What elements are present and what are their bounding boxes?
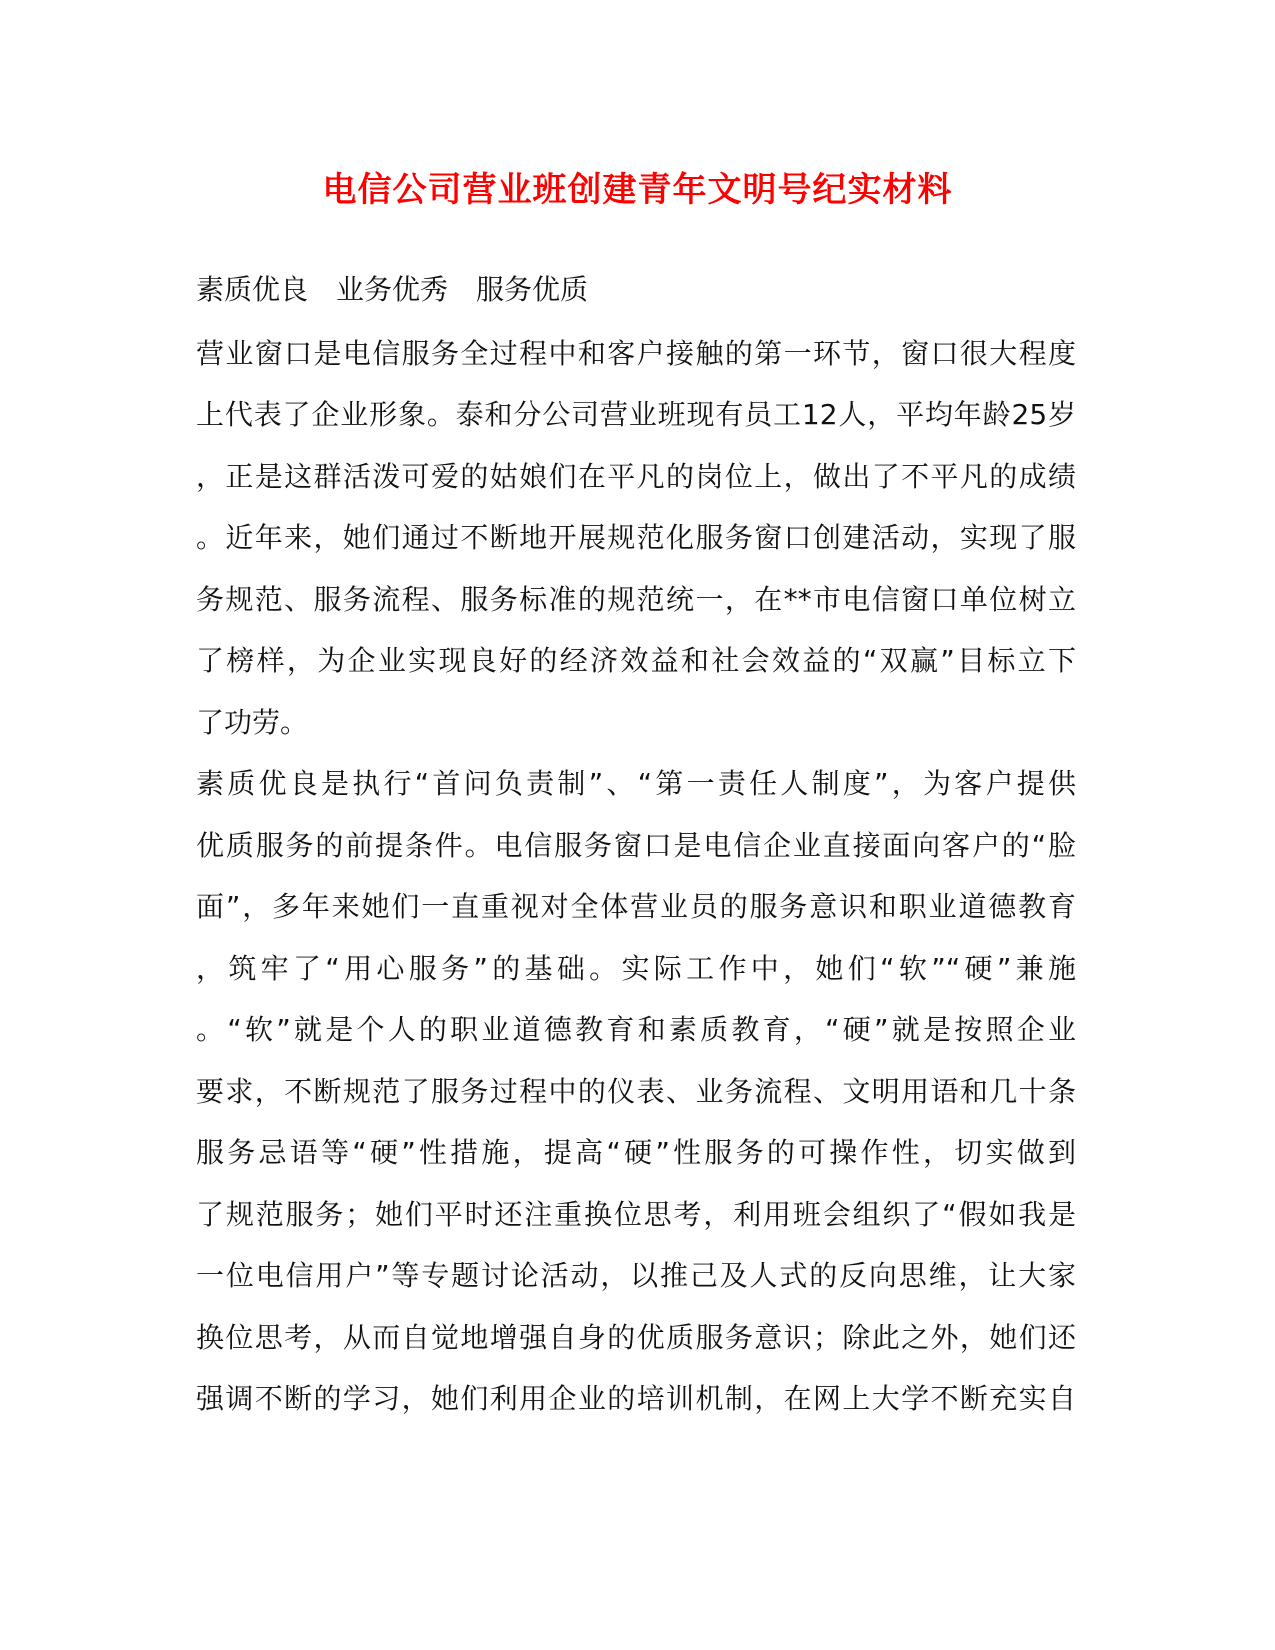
section-subheading: 素质优良 业务优秀 服务优质 (196, 273, 589, 306)
body-line: 上代表了企业形象。泰和分公司营业班现有员工12人，平均年龄25岁 (196, 398, 1076, 431)
body-line: 。近年来，她们通过不断地开展规范化服务窗口创建活动，实现了服 (196, 521, 1076, 554)
body-line: 素质优良是执行“首问负责制”、“第一责任人制度”，为客户提供 (196, 767, 1076, 800)
body-line: 面”，多年来她们一直重视对全体营业员的服务意识和职业道德教育 (196, 890, 1076, 923)
body-line: ，筑牢了“用心服务”的基础。实际工作中，她们“软”“硬”兼施 (196, 952, 1076, 985)
body-line: 强调不断的学习，她们利用企业的培训机制，在网上大学不断充实自 (196, 1382, 1076, 1415)
body-line: 。“软”就是个人的职业道德教育和素质教育，“硬”就是按照企业 (196, 1013, 1076, 1046)
body-line: 一位电信用户”等专题讨论活动，以推己及人式的反向思维，让大家 (196, 1259, 1076, 1292)
body-line: 营业窗口是电信服务全过程中和客户接触的第一环节，窗口很大程度 (196, 337, 1076, 370)
body-line: 要求，不断规范了服务过程中的仪表、业务流程、文明用语和几十条 (196, 1075, 1076, 1108)
body-line: 了规范服务；她们平时还注重换位思考，利用班会组织了“假如我是 (196, 1198, 1076, 1231)
body-line: 务规范、服务流程、服务标准的规范统一，在**市电信窗口单位树立 (196, 583, 1076, 616)
body-line: 换位思考，从而自觉地增强自身的优质服务意识；除此之外，她们还 (196, 1321, 1076, 1354)
body-line: 了功劳。 (196, 706, 309, 739)
body-line: 服务忌语等“硬”性措施，提高“硬”性服务的可操作性，切实做到 (196, 1136, 1076, 1169)
body-line: ，正是这群活泼可爱的姑娘们在平凡的岗位上，做出了不平凡的成绩 (196, 460, 1076, 493)
body-line: 优质服务的前提条件。电信服务窗口是电信企业直接面向客户的“脸 (196, 829, 1076, 862)
document-title: 电信公司营业班创建青年文明号纪实材料 (322, 170, 953, 210)
body-line: 了榜样，为企业实现良好的经济效益和社会效益的“双赢”目标立下 (196, 644, 1076, 677)
